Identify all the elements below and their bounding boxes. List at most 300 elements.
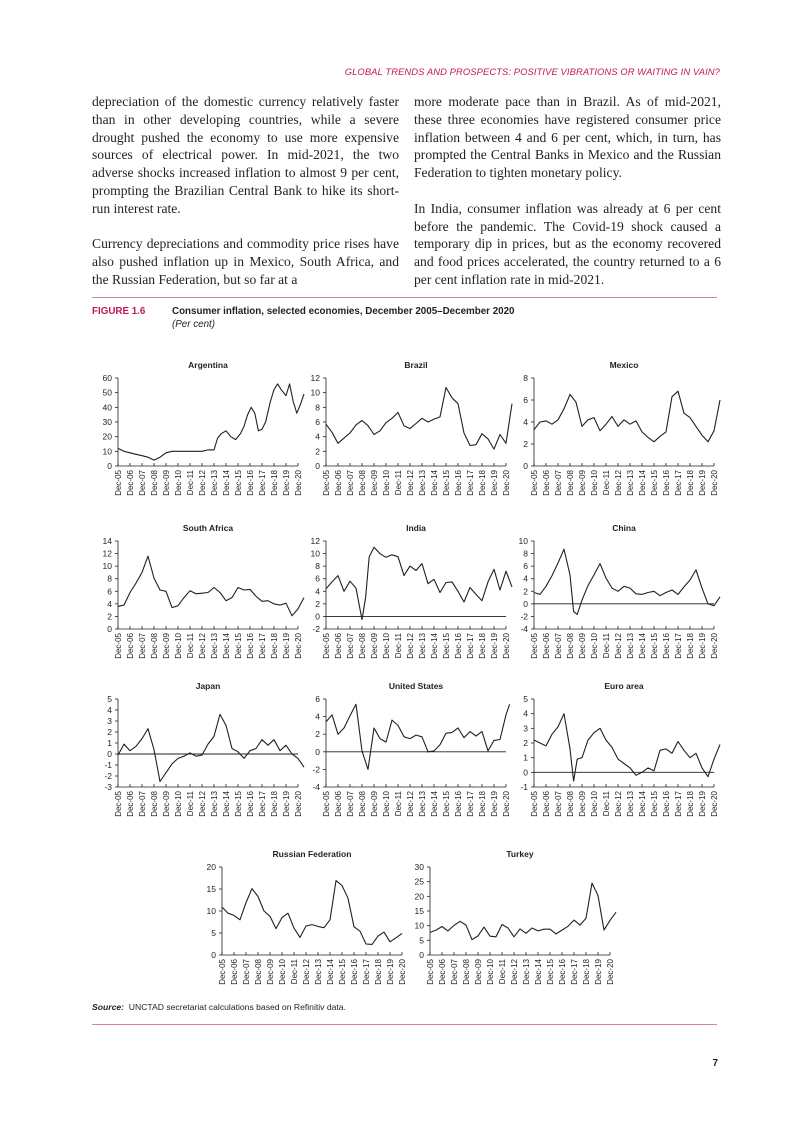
x-tick-label: Dec-11 bbox=[602, 791, 611, 817]
x-tick-label: Dec-13 bbox=[522, 959, 531, 985]
y-tick-label: 0 bbox=[107, 461, 112, 471]
x-tick-label: Dec-15 bbox=[650, 470, 659, 496]
x-tick-label: Dec-05 bbox=[530, 633, 539, 659]
y-tick-label: 2 bbox=[315, 598, 320, 609]
y-tick-label: -1 bbox=[520, 782, 528, 792]
x-tick-label: Dec-18 bbox=[270, 791, 279, 817]
y-tick-label: 4 bbox=[523, 417, 528, 427]
series-line-china bbox=[534, 549, 720, 614]
x-tick-label: Dec-09 bbox=[370, 633, 379, 659]
x-tick-label: Dec-19 bbox=[490, 470, 499, 496]
x-tick-label: Dec-07 bbox=[138, 470, 147, 496]
x-tick-label: Dec-05 bbox=[114, 470, 123, 496]
y-tick-label: 6 bbox=[523, 561, 528, 572]
x-tick-label: Dec-10 bbox=[382, 633, 391, 659]
x-tick-label: Dec-20 bbox=[606, 959, 615, 985]
x-tick-label: Dec-09 bbox=[370, 791, 379, 817]
y-tick-label: 5 bbox=[419, 935, 424, 946]
y-tick-label: 1 bbox=[107, 738, 112, 748]
x-tick-label: Dec-15 bbox=[234, 791, 243, 817]
x-tick-label: Dec-06 bbox=[542, 791, 551, 817]
y-tick-label: 2 bbox=[107, 727, 112, 737]
y-tick-label: 50 bbox=[102, 387, 112, 398]
y-tick-label: 12 bbox=[102, 548, 112, 559]
x-tick-label: Dec-14 bbox=[430, 633, 439, 659]
y-tick-label: 0 bbox=[315, 746, 320, 757]
x-tick-label: Dec-14 bbox=[222, 633, 231, 659]
y-tick-label: 6 bbox=[107, 586, 112, 597]
y-tick-label: 0 bbox=[523, 767, 528, 778]
x-tick-label: Dec-17 bbox=[258, 791, 267, 817]
x-tick-label: Dec-17 bbox=[570, 959, 579, 985]
x-tick-label: Dec-18 bbox=[478, 791, 487, 817]
series-line-brazil bbox=[326, 388, 512, 450]
x-tick-label: Dec-12 bbox=[510, 959, 519, 985]
y-tick-label: 30 bbox=[414, 862, 424, 872]
series-line-mexico bbox=[534, 391, 720, 442]
x-tick-label: Dec-15 bbox=[338, 959, 347, 985]
y-tick-label: 0 bbox=[419, 950, 424, 960]
x-tick-label: Dec-19 bbox=[698, 470, 707, 496]
x-tick-label: Dec-14 bbox=[638, 470, 647, 496]
x-tick-label: Dec-13 bbox=[418, 633, 427, 659]
x-tick-label: Dec-11 bbox=[290, 959, 299, 985]
x-tick-label: Dec-11 bbox=[394, 633, 403, 659]
x-tick-label: Dec-18 bbox=[270, 633, 279, 659]
x-tick-label: Dec-10 bbox=[382, 791, 391, 817]
x-tick-label: Dec-08 bbox=[358, 791, 367, 817]
y-tick-label: 0 bbox=[523, 598, 528, 609]
x-tick-label: Dec-14 bbox=[430, 791, 439, 817]
chart-title: South Africa bbox=[182, 523, 234, 533]
x-tick-label: Dec-05 bbox=[114, 633, 123, 659]
y-tick-label: 20 bbox=[206, 862, 216, 872]
x-tick-label: Dec-09 bbox=[162, 470, 171, 496]
x-tick-label: Dec-12 bbox=[614, 633, 623, 659]
y-tick-label: 6 bbox=[315, 417, 320, 427]
x-tick-label: Dec-08 bbox=[358, 470, 367, 496]
chart-argentina bbox=[102, 360, 303, 506]
x-tick-label: Dec-15 bbox=[234, 470, 243, 496]
series-line-india bbox=[326, 547, 512, 619]
x-tick-label: Dec-07 bbox=[554, 791, 563, 817]
chart-svg bbox=[414, 849, 615, 995]
y-tick-label: 25 bbox=[414, 876, 424, 887]
x-tick-label: Dec-11 bbox=[186, 470, 195, 496]
chart-svg bbox=[104, 681, 303, 827]
x-tick-label: Dec-15 bbox=[546, 959, 555, 985]
body-column-right bbox=[414, 93, 721, 307]
x-tick-label: Dec-19 bbox=[282, 633, 291, 659]
x-tick-label: Dec-18 bbox=[270, 470, 279, 496]
y-tick-label: 20 bbox=[102, 431, 112, 442]
y-tick-label: 2 bbox=[315, 729, 320, 740]
x-tick-label: Dec-08 bbox=[150, 633, 159, 659]
x-tick-label: Dec-13 bbox=[210, 633, 219, 659]
x-tick-label: Dec-06 bbox=[126, 791, 135, 817]
x-tick-label: Dec-08 bbox=[566, 470, 575, 496]
y-tick-label: 14 bbox=[102, 536, 112, 546]
x-tick-label: Dec-14 bbox=[326, 959, 335, 985]
series-line-south-africa bbox=[118, 556, 304, 616]
y-tick-label: 2 bbox=[523, 586, 528, 597]
chart-svg bbox=[206, 849, 407, 995]
chart-title: United States bbox=[388, 681, 444, 691]
x-tick-label: Dec-19 bbox=[698, 791, 707, 817]
y-tick-label: 0 bbox=[107, 624, 112, 634]
x-tick-label: Dec-12 bbox=[406, 633, 415, 659]
paragraph: Currency depreciations and commodity price rises have also pushed inflation up in Mexico, South Africa, and the Russian Federation, but so far at a bbox=[92, 236, 399, 287]
x-tick-label: Dec-09 bbox=[578, 633, 587, 659]
y-tick-label: -2 bbox=[312, 624, 320, 634]
y-tick-label: 10 bbox=[310, 387, 320, 398]
x-tick-label: Dec-07 bbox=[346, 791, 355, 817]
x-tick-label: Dec-15 bbox=[442, 470, 451, 496]
x-tick-label: Dec-19 bbox=[490, 633, 499, 659]
x-tick-label: Dec-13 bbox=[314, 959, 323, 985]
chart-russian-federation bbox=[206, 849, 407, 995]
y-tick-label: 10 bbox=[206, 906, 216, 916]
series-line-turkey bbox=[430, 883, 616, 940]
x-tick-label: Dec-16 bbox=[662, 470, 671, 496]
chart-svg bbox=[518, 523, 719, 669]
x-tick-label: Dec-11 bbox=[602, 470, 611, 496]
y-tick-label: 4 bbox=[315, 711, 320, 722]
chart-south-africa bbox=[102, 523, 303, 669]
x-tick-label: Dec-12 bbox=[614, 470, 623, 496]
x-tick-label: Dec-12 bbox=[614, 791, 623, 817]
chart-japan bbox=[104, 681, 303, 827]
y-tick-label: 8 bbox=[523, 548, 528, 559]
chart-china bbox=[518, 523, 719, 669]
y-tick-label: 5 bbox=[107, 694, 112, 704]
x-tick-label: Dec-17 bbox=[466, 791, 475, 817]
chart-india bbox=[310, 523, 511, 669]
x-tick-label: Dec-15 bbox=[650, 791, 659, 817]
x-tick-label: Dec-16 bbox=[454, 633, 463, 659]
x-tick-label: Dec-20 bbox=[710, 470, 719, 496]
series-line-japan bbox=[118, 714, 304, 781]
y-tick-label: 2 bbox=[523, 439, 528, 449]
y-tick-label: -4 bbox=[312, 782, 320, 792]
x-tick-label: Dec-17 bbox=[466, 470, 475, 496]
chart-united-states bbox=[312, 681, 511, 827]
x-tick-label: Dec-20 bbox=[710, 633, 719, 659]
paragraph: more moderate pace than in Brazil. As of mid-2021, these three economies have registered consumer price inflation between 4 and 6 per cent, which, in turn, has prompted the Central Banks in Mexico and the Russian Federation to tighten monetary policy. bbox=[414, 94, 721, 181]
x-tick-label: Dec-11 bbox=[498, 959, 507, 985]
figure-subtitle: (Per cent) bbox=[172, 319, 216, 330]
x-tick-label: Dec-10 bbox=[174, 791, 183, 817]
chart-brazil bbox=[310, 360, 511, 506]
x-tick-label: Dec-14 bbox=[430, 470, 439, 496]
y-tick-label: -4 bbox=[520, 624, 528, 634]
chart-title: China bbox=[612, 523, 636, 533]
x-tick-label: Dec-10 bbox=[382, 470, 391, 496]
x-tick-label: Dec-12 bbox=[198, 791, 207, 817]
figure-source bbox=[92, 1002, 346, 1012]
x-tick-label: Dec-08 bbox=[462, 959, 471, 985]
x-tick-label: Dec-05 bbox=[426, 959, 435, 985]
chart-title: India bbox=[406, 523, 426, 533]
x-tick-label: Dec-16 bbox=[246, 470, 255, 496]
x-tick-label: Dec-05 bbox=[218, 959, 227, 985]
x-tick-label: Dec-13 bbox=[418, 470, 427, 496]
x-tick-label: Dec-06 bbox=[334, 470, 343, 496]
page-number: 7 bbox=[712, 1058, 718, 1069]
y-tick-label: 15 bbox=[206, 884, 216, 894]
x-tick-label: Dec-08 bbox=[566, 633, 575, 659]
figure-label: FIGURE 1.6 bbox=[92, 306, 146, 317]
x-tick-label: Dec-08 bbox=[358, 633, 367, 659]
x-tick-label: Dec-18 bbox=[686, 633, 695, 659]
x-tick-label: Dec-07 bbox=[450, 959, 459, 985]
y-tick-label: -2 bbox=[312, 764, 320, 775]
y-tick-label: 15 bbox=[414, 906, 424, 916]
x-tick-label: Dec-07 bbox=[346, 470, 355, 496]
x-tick-label: Dec-06 bbox=[230, 959, 239, 985]
x-tick-label: Dec-06 bbox=[438, 959, 447, 985]
y-tick-label: 6 bbox=[315, 694, 320, 704]
y-tick-label: 30 bbox=[102, 417, 112, 427]
x-tick-label: Dec-17 bbox=[258, 633, 267, 659]
x-tick-label: Dec-20 bbox=[398, 959, 407, 985]
y-tick-label: 0 bbox=[211, 950, 216, 960]
y-tick-label: 5 bbox=[523, 694, 528, 704]
x-tick-label: Dec-10 bbox=[486, 959, 495, 985]
y-tick-label: 0 bbox=[107, 749, 112, 759]
x-tick-label: Dec-10 bbox=[590, 791, 599, 817]
chart-svg bbox=[312, 681, 511, 827]
divider bbox=[92, 1024, 717, 1025]
chart-turkey bbox=[414, 849, 615, 995]
x-tick-label: Dec-12 bbox=[302, 959, 311, 985]
x-tick-label: Dec-06 bbox=[126, 633, 135, 659]
x-tick-label: Dec-17 bbox=[674, 791, 683, 817]
y-tick-label: 2 bbox=[523, 738, 528, 748]
divider bbox=[92, 297, 717, 298]
y-tick-label: 12 bbox=[310, 373, 320, 383]
y-tick-label: 2 bbox=[107, 611, 112, 622]
chart-svg bbox=[102, 360, 303, 506]
x-tick-label: Dec-19 bbox=[594, 959, 603, 985]
source-label: Source: bbox=[92, 1002, 124, 1012]
x-tick-label: Dec-16 bbox=[662, 633, 671, 659]
x-tick-label: Dec-17 bbox=[362, 959, 371, 985]
y-tick-label: 8 bbox=[315, 561, 320, 572]
y-tick-label: 0 bbox=[315, 611, 320, 622]
y-tick-label: 8 bbox=[107, 573, 112, 584]
x-tick-label: Dec-20 bbox=[502, 633, 511, 659]
running-head: GLOBAL TRENDS AND PROSPECTS: POSITIVE VIBRATIONS OR WAITING IN VAIN? bbox=[344, 66, 720, 77]
y-tick-label: 10 bbox=[518, 536, 528, 546]
chart-title: Turkey bbox=[506, 849, 534, 859]
x-tick-label: Dec-19 bbox=[282, 470, 291, 496]
x-tick-label: Dec-06 bbox=[126, 470, 135, 496]
x-tick-label: Dec-05 bbox=[322, 791, 331, 817]
x-tick-label: Dec-07 bbox=[554, 633, 563, 659]
x-tick-label: Dec-11 bbox=[186, 791, 195, 817]
x-tick-label: Dec-06 bbox=[334, 633, 343, 659]
series-line-united-states bbox=[326, 704, 510, 769]
x-tick-label: Dec-14 bbox=[222, 791, 231, 817]
y-tick-label: -3 bbox=[104, 782, 112, 792]
x-tick-label: Dec-18 bbox=[478, 633, 487, 659]
x-tick-label: Dec-16 bbox=[558, 959, 567, 985]
body-column-left bbox=[92, 93, 399, 307]
y-tick-label: 3 bbox=[523, 723, 528, 734]
x-tick-label: Dec-11 bbox=[394, 791, 403, 817]
x-tick-label: Dec-10 bbox=[278, 959, 287, 985]
x-tick-label: Dec-19 bbox=[282, 791, 291, 817]
y-tick-label: 6 bbox=[315, 573, 320, 584]
x-tick-label: Dec-13 bbox=[626, 633, 635, 659]
x-tick-label: Dec-18 bbox=[686, 470, 695, 496]
series-line-euro-area bbox=[534, 714, 720, 781]
y-tick-label: 8 bbox=[523, 373, 528, 383]
x-tick-label: Dec-07 bbox=[242, 959, 251, 985]
x-tick-label: Dec-15 bbox=[234, 633, 243, 659]
x-tick-label: Dec-10 bbox=[174, 470, 183, 496]
chart-svg bbox=[102, 523, 303, 669]
x-tick-label: Dec-16 bbox=[662, 791, 671, 817]
x-tick-label: Dec-19 bbox=[698, 633, 707, 659]
y-tick-label: -2 bbox=[104, 771, 112, 781]
y-tick-label: 0 bbox=[523, 461, 528, 471]
x-tick-label: Dec-09 bbox=[370, 470, 379, 496]
x-tick-label: Dec-16 bbox=[246, 791, 255, 817]
y-tick-label: 10 bbox=[414, 920, 424, 931]
x-tick-label: Dec-09 bbox=[578, 470, 587, 496]
x-tick-label: Dec-11 bbox=[602, 633, 611, 659]
x-tick-label: Dec-13 bbox=[210, 791, 219, 817]
x-tick-label: Dec-11 bbox=[394, 470, 403, 496]
y-tick-label: 10 bbox=[102, 561, 112, 572]
x-tick-label: Dec-12 bbox=[198, 470, 207, 496]
chart-title: Argentina bbox=[188, 360, 228, 370]
y-tick-label: 10 bbox=[310, 548, 320, 559]
x-tick-label: Dec-14 bbox=[222, 470, 231, 496]
x-tick-label: Dec-09 bbox=[474, 959, 483, 985]
x-tick-label: Dec-12 bbox=[198, 633, 207, 659]
y-tick-label: 8 bbox=[315, 402, 320, 413]
x-tick-label: Dec-19 bbox=[490, 791, 499, 817]
x-tick-label: Dec-05 bbox=[114, 791, 123, 817]
x-tick-label: Dec-12 bbox=[406, 470, 415, 496]
chart-title: Brazil bbox=[404, 360, 428, 370]
series-line-russian-federation bbox=[222, 881, 402, 945]
chart-svg bbox=[520, 681, 719, 827]
paragraph: depreciation of the domestic currency relatively faster than in other developing countries, while a severe drought pushed the economy to use more expensive sources of electrical power. In mid-2021, the two adverse shocks increased inflation to almost 9 per cent, prompting the Brazilian Central Bank to hike its short-run interest rate. bbox=[92, 94, 399, 216]
x-tick-label: Dec-14 bbox=[638, 633, 647, 659]
chart-mexico bbox=[523, 360, 719, 506]
y-tick-label: 10 bbox=[102, 446, 112, 457]
chart-title: Russian Federation bbox=[272, 849, 352, 859]
y-tick-label: 0 bbox=[315, 461, 320, 471]
x-tick-label: Dec-13 bbox=[626, 470, 635, 496]
chart-euro-area bbox=[520, 681, 719, 827]
x-tick-label: Dec-05 bbox=[530, 470, 539, 496]
y-tick-label: 5 bbox=[211, 928, 216, 938]
chart-title: Mexico bbox=[609, 360, 639, 370]
x-tick-label: Dec-11 bbox=[186, 633, 195, 659]
y-tick-label: 6 bbox=[523, 395, 528, 405]
y-tick-label: -1 bbox=[104, 760, 112, 770]
figure-title: Consumer inflation, selected economies, December 2005–December 2020 bbox=[172, 306, 515, 317]
y-tick-label: 12 bbox=[310, 536, 320, 546]
y-tick-label: 3 bbox=[107, 716, 112, 726]
chart-svg bbox=[310, 523, 511, 669]
x-tick-label: Dec-17 bbox=[674, 470, 683, 496]
x-tick-label: Dec-14 bbox=[638, 791, 647, 817]
x-tick-label: Dec-17 bbox=[466, 633, 475, 659]
x-tick-label: Dec-06 bbox=[334, 791, 343, 817]
x-tick-label: Dec-09 bbox=[162, 791, 171, 817]
x-tick-label: Dec-07 bbox=[346, 633, 355, 659]
x-tick-label: Dec-14 bbox=[534, 959, 543, 985]
x-tick-label: Dec-15 bbox=[442, 633, 451, 659]
chart-svg bbox=[523, 360, 719, 506]
x-tick-label: Dec-05 bbox=[322, 470, 331, 496]
y-tick-label: 4 bbox=[523, 708, 528, 719]
x-tick-label: Dec-13 bbox=[418, 791, 427, 817]
x-tick-label: Dec-18 bbox=[686, 791, 695, 817]
x-tick-label: Dec-08 bbox=[150, 791, 159, 817]
x-tick-label: Dec-08 bbox=[254, 959, 263, 985]
x-tick-label: Dec-20 bbox=[502, 791, 511, 817]
y-tick-label: 4 bbox=[315, 431, 320, 442]
x-tick-label: Dec-20 bbox=[294, 791, 303, 817]
x-tick-label: Dec-10 bbox=[174, 633, 183, 659]
x-tick-label: Dec-09 bbox=[266, 959, 275, 985]
y-tick-label: 40 bbox=[102, 402, 112, 413]
x-tick-label: Dec-16 bbox=[454, 470, 463, 496]
paragraph: In India, consumer inflation was already at 6 per cent before the pandemic. The Covid-19 shock caused a temporary dip in prices, but as the economy recovered and food prices accelerated, the country returned to a 6 per cent inflation rate in mid-2021. bbox=[414, 200, 721, 287]
x-tick-label: Dec-19 bbox=[386, 959, 395, 985]
x-tick-label: Dec-16 bbox=[246, 633, 255, 659]
x-tick-label: Dec-20 bbox=[294, 633, 303, 659]
y-tick-label: 4 bbox=[107, 598, 112, 609]
x-tick-label: Dec-12 bbox=[406, 791, 415, 817]
x-tick-label: Dec-20 bbox=[502, 470, 511, 496]
series-line-argentina bbox=[118, 384, 304, 460]
x-tick-label: Dec-18 bbox=[582, 959, 591, 985]
source-text: UNCTAD secretariat calculations based on Refinitiv data. bbox=[128, 1002, 346, 1012]
y-tick-label: 1 bbox=[523, 752, 528, 763]
x-tick-label: Dec-09 bbox=[162, 633, 171, 659]
x-tick-label: Dec-13 bbox=[626, 791, 635, 817]
x-tick-label: Dec-05 bbox=[322, 633, 331, 659]
x-tick-label: Dec-08 bbox=[566, 791, 575, 817]
x-tick-label: Dec-20 bbox=[294, 470, 303, 496]
x-tick-label: Dec-10 bbox=[590, 470, 599, 496]
x-tick-label: Dec-08 bbox=[150, 470, 159, 496]
x-tick-label: Dec-06 bbox=[542, 470, 551, 496]
x-tick-label: Dec-05 bbox=[530, 791, 539, 817]
x-tick-label: Dec-17 bbox=[674, 633, 683, 659]
y-tick-label: 4 bbox=[315, 586, 320, 597]
chart-title: Euro area bbox=[604, 681, 644, 691]
x-tick-label: Dec-07 bbox=[138, 633, 147, 659]
x-tick-label: Dec-15 bbox=[650, 633, 659, 659]
chart-title: Japan bbox=[195, 681, 221, 691]
x-tick-label: Dec-07 bbox=[138, 791, 147, 817]
x-tick-label: Dec-16 bbox=[454, 791, 463, 817]
x-tick-label: Dec-18 bbox=[478, 470, 487, 496]
x-tick-label: Dec-09 bbox=[578, 791, 587, 817]
y-tick-label: 4 bbox=[523, 573, 528, 584]
x-tick-label: Dec-13 bbox=[210, 470, 219, 496]
x-tick-label: Dec-10 bbox=[590, 633, 599, 659]
